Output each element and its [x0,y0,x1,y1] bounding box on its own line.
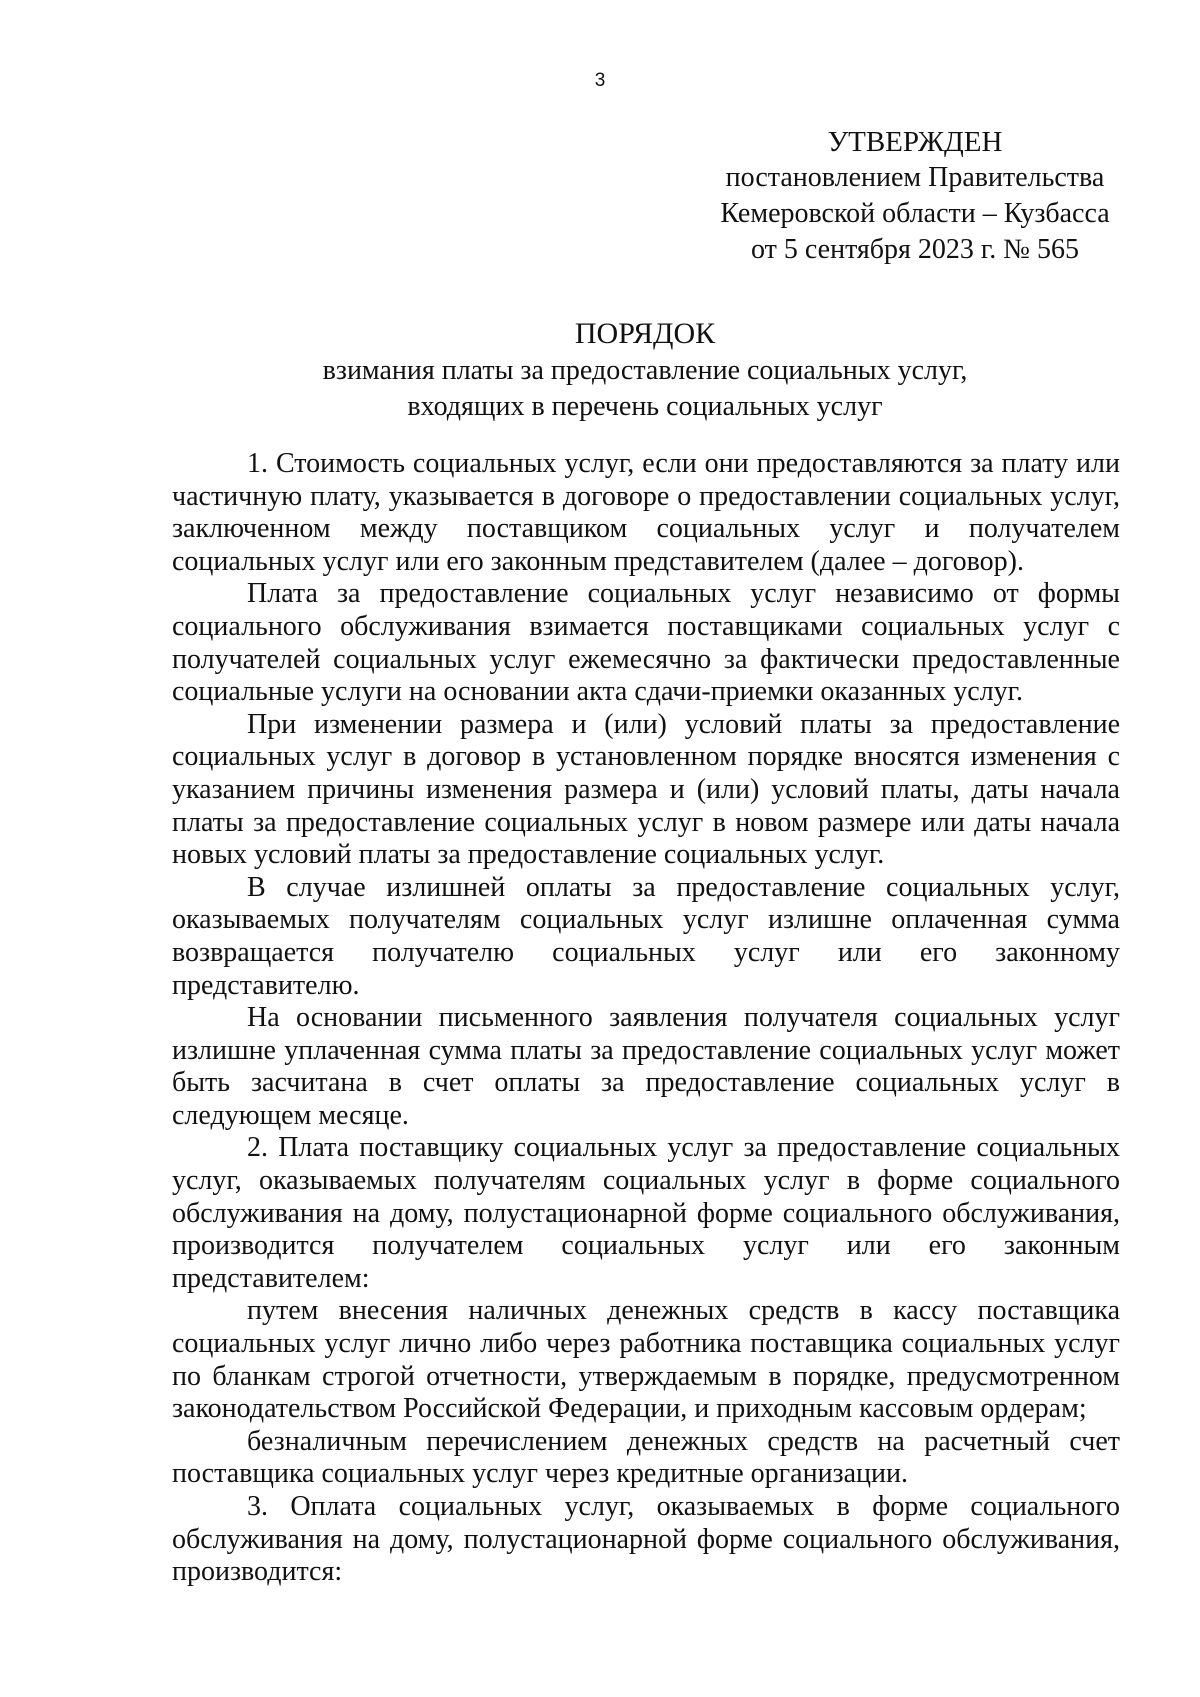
document-body [172,448,1120,1589]
approval-line-3: от 5 сентября 2023 г. № 565 [751,234,1079,265]
document-subtitle-line-1: взимания платы за предоставление социальных услуг, [322,355,968,386]
paragraph: путем внесения наличных денежных средств в кассу поставщика социальных услуг лично либо через работника поставщика социальных услуг по бланкам строгой отчетности, утверждаемым в порядке, предусмотренном законодательством Российской Федерации, и приходным кассовым ордерам; [172,1295,1120,1425]
paragraph: безналичным перечислением денежных средств на расчетный счет поставщика социальных услуг через кредитные организации. [172,1425,1120,1490]
paragraph: 2. Плата поставщику социальных услуг за предоставление социальных услуг, оказываемых получателям социальных услуг в форме социального обслуживания на дому, полустационарной форме социального обслуживания, производится получателем социальных услуг или его законным представителем: [172,1132,1120,1294]
approval-line-1: постановлением Правительства [725,162,1105,193]
paragraph: На основании письменного заявления получателя социальных услуг излишне уплаченная сумма платы за предоставление социальных услуг может быть засчитана в счет оплаты за предоставление социальных услуг в следующем месяце. [172,1002,1120,1131]
page-number: 3 [594,70,606,91]
paragraph: При изменении размера и (или) условий платы за предоставление социальных услуг в договор в установленном порядке вносятся изменения с указанием причины изменения размера и (или) условий платы, даты начала платы за предоставление социальных услуг в новом размере или даты начала новых условий платы за предоставление социальных услуг. [172,708,1120,871]
approval-line-2: Кемеровской области – Кузбасса [720,198,1110,229]
paragraph: Плата за предоставление социальных услуг независимо от формы социального обслуживания взимается поставщиками социальных услуг с получателей социальных услуг ежемесячно за фактически предоставленные социальные услуги на основании акта сдачи-приемки оказанных услуг. [172,578,1120,708]
paragraph: 1. Стоимость социальных услуг, если они предоставляются за плату или частичную плату, указывается в договоре о предоставлении социальных услуг, заключенном между поставщиком социальных услуг и получателем социальных услуг или его законным представителем (далее – договор). [172,448,1120,577]
paragraph: В случае излишней оплаты за предоставление социальных услуг, оказываемых получателям социальных услуг излишне оплаченная сумма возвращается получателю социальных услуг или его законному представителю. [172,871,1120,1001]
document-title: ПОРЯДОК [574,317,716,350]
document-subtitle-line-2: входящих в перечень социальных услуг [407,391,883,422]
approval-block [680,124,1150,268]
document-heading [170,315,1120,425]
approval-title: УТВЕРЖДЕН [827,126,1003,158]
paragraph: 3. Оплата социальных услуг, оказываемых в форме социального обслуживания на дому, полустационарной форме социального обслуживания, производится: [172,1491,1120,1588]
